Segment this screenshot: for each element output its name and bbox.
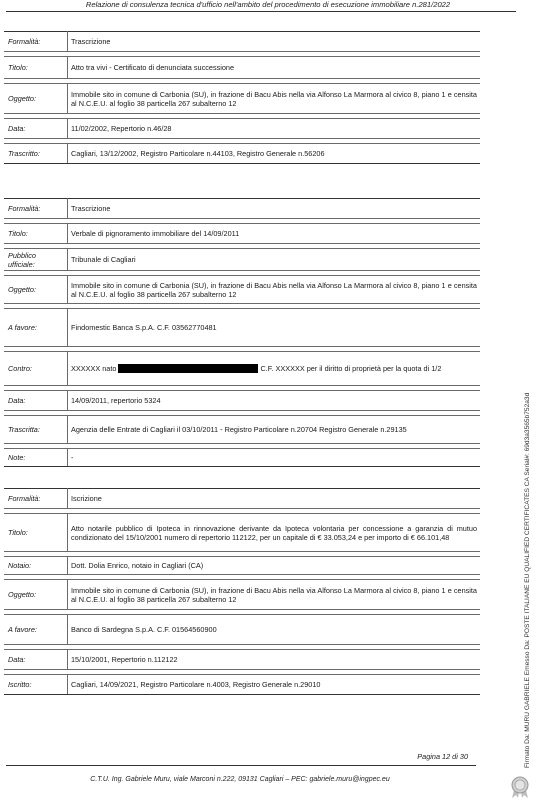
row-value: Verbale di pignoramento immobiliare del 14/09/2011 (68, 224, 481, 244)
row-value: Cagliari, 13/12/2002, Registro Particolare n.44103, Registro Generale n.56206 (68, 144, 481, 164)
table-row (4, 489, 480, 509)
row-label: Trascritta: (4, 416, 68, 444)
record-table-3 (4, 488, 480, 695)
table-row (4, 224, 480, 244)
row-value: Immobile sito in comune di Carbonia (SU), in frazione di Bacu Abis nella via Alfonso La Marmora al civico 8, piano 1 e censita al N.C.E.U. al foglio 38 particella 267 subalterno 12 (68, 276, 481, 304)
contro-name-suffix: C.F. XXXXXX per il diritto di proprietà per la quota di 1/2 (260, 363, 442, 373)
row-value: - (68, 449, 481, 467)
row-value: Immobile sito in comune di Carbonia (SU), in frazione di Bacu Abis nella via Alfonso La Marmora al civico 8, piano 1 e censita al N.C.E.U. al foglio 38 particella 267 subalterno 12 (68, 84, 481, 114)
table-row (4, 199, 480, 219)
row-value: Trascrizione (68, 32, 481, 52)
page-number: Pagina 12 di 30 (417, 752, 468, 761)
row-value: 15/10/2001, Repertorio n.112122 (68, 650, 481, 670)
row-label: Formalità: (4, 199, 68, 219)
row-label: Titolo: (4, 514, 68, 552)
row-value (68, 352, 481, 386)
table-row (4, 580, 480, 610)
row-label: Trascritto: (4, 144, 68, 164)
row-label: A favore: (4, 309, 68, 347)
row-value: Dott. Dolia Enrico, notaio in Cagliari (CA) (68, 557, 481, 575)
row-value: Findomestic Banca S.p.A. C.F. 03562770481 (68, 309, 481, 347)
table-row (4, 309, 480, 347)
page-footer: C.T.U. Ing. Gabriele Muru, viale Marconi n.222, 09131 Cagliari – PEC: gabriele.muru@ingpec.eu (90, 776, 390, 783)
row-label: Data: (4, 650, 68, 670)
row-label: Formalità: (4, 32, 68, 52)
row-label: Oggetto: (4, 276, 68, 304)
row-value: 14/09/2011, repertorio 5324 (68, 391, 481, 411)
table-row (4, 416, 480, 444)
row-value: Atto tra vivi - Certificato di denunciata successione (68, 57, 481, 79)
row-value: Atto notarile pubblico di Ipoteca in rinnovazione derivante da Ipoteca volontaria per concessione a garanzia di mutuo condizionato del 15/10/2001 numero di repertorio 112122, per un capitale di € 33.053,24 e per importo di € 66.101,48 (68, 514, 481, 552)
row-value: Trascrizione (68, 199, 481, 219)
footer-rule (6, 765, 476, 766)
record-table-2 (4, 198, 480, 467)
row-label: Iscritto: (4, 675, 68, 695)
row-label: Titolo: (4, 224, 68, 244)
redaction-bar (118, 364, 258, 373)
digital-signature-text: Firmato Da: MURU GABRIELE Emesso Da: POSTE ITALIANE EU QUALIFIED CERTIFICATES CA Serial#: 69d3a3565b752a3d (524, 392, 531, 768)
table-row (4, 249, 480, 271)
row-label: Oggetto: (4, 84, 68, 114)
row-label: Data: (4, 391, 68, 411)
row-label: Titolo: (4, 57, 68, 79)
table-row (4, 119, 480, 139)
row-value: Cagliari, 14/09/2021, Registro Particolare n.4003, Registro Generale n.29010 (68, 675, 481, 695)
table-row (4, 57, 480, 79)
table-row (4, 391, 480, 411)
row-value: Banco di Sardegna S.p.A. C.F. 01564560900 (68, 615, 481, 645)
row-label: Oggetto: (4, 580, 68, 610)
row-label: Pubblico ufficiale: (4, 249, 68, 271)
row-label: Notaio: (4, 557, 68, 575)
table-row (4, 675, 480, 695)
table-row (4, 650, 480, 670)
row-label: A favore: (4, 615, 68, 645)
certificate-seal-icon (509, 776, 531, 798)
row-value: 11/02/2002, Repertorio n.46/28 (68, 119, 481, 139)
record-table-1 (4, 31, 480, 164)
table-row (4, 32, 480, 52)
row-label: Data: (4, 119, 68, 139)
header-rule (6, 11, 516, 12)
table-row (4, 449, 480, 467)
table-row (4, 615, 480, 645)
table-row (4, 84, 480, 114)
row-value: Iscrizione (68, 489, 481, 509)
page-header: Relazione di consulenza tecnica d'ufficio nell'ambito del procedimento di esecuzione immobiliare n.281/2022 (85, 0, 451, 9)
row-label: Formalità: (4, 489, 68, 509)
row-value: Agenzia delle Entrate di Cagliari il 03/10/2011 - Registro Particolare n.20704 Registro Generale n.29135 (68, 416, 481, 444)
contro-name-prefix: XXXXXX nato (71, 363, 117, 373)
table-row (4, 276, 480, 304)
table-row (4, 352, 480, 386)
row-label: Contro: (4, 352, 68, 386)
row-label: Note: (4, 449, 68, 467)
table-row (4, 557, 480, 575)
row-value: Tribunale di Cagliari (68, 249, 481, 271)
table-row (4, 514, 480, 552)
row-value: Immobile sito in comune di Carbonia (SU), in frazione di Bacu Abis nella via Alfonso La Marmora al civico 8, piano 1 e censita al N.C.E.U. al foglio 38 particella 267 subalterno 12 (68, 580, 481, 610)
table-row (4, 144, 480, 164)
